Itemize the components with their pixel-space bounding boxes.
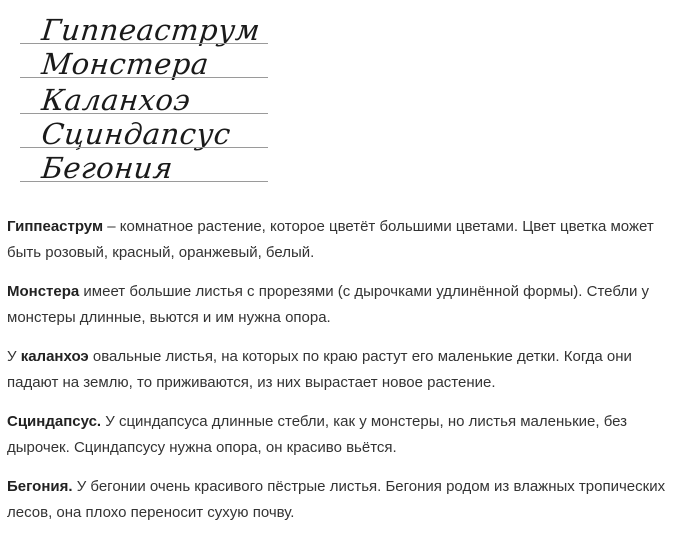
cursive-line-2 [18,44,268,81]
paragraph-kalanchoe [7,344,672,396]
paragraph-text: овальные листья, на которых по краю растут его маленькие детки. Когда они падают на землю, то приживаются, из них вырастает новое растение. [7,348,632,391]
paragraph-prefix: У [7,348,21,365]
cursive-word: Бегония [40,151,175,185]
cursive-word: Каланхоэ [40,83,193,117]
cursive-word: Монстера [40,47,211,81]
paragraph-scindapsus [7,409,672,461]
cursive-line-1 [18,10,268,47]
plant-name: Бегония. [7,478,73,495]
cursive-line-4 [18,114,268,151]
writing-rule [20,77,268,78]
paragraph-text: У бегонии очень красивого пёстрые листья. Бегония родом из влажных тропических лесов, она плохо переносит сухую почву. [7,478,666,521]
plant-name: Монстера [7,283,80,300]
cursive-handwriting-image [18,2,268,186]
paragraph-begonia [7,474,672,526]
plant-name: Гиппеаструм [7,218,104,235]
plant-name: Сциндапсус. [7,413,102,430]
writing-rule [20,181,268,182]
cursive-line-5 [18,148,268,185]
cursive-line-3 [18,80,268,117]
cursive-word: Сциндапсус [40,117,233,151]
paragraph-monstera [7,279,672,331]
paragraph-text: У сциндапсуса длинные стебли, как у монстеры, но листья маленькие, без дырочек. Сциндапсусу нужна опора, он красиво вьётся. [7,413,628,456]
cursive-word: Гиппеаструм [40,13,262,47]
plant-name: каланхоэ [20,348,89,365]
paragraph-text: имеет большие листья с прорезями (с дырочками удлинённой формы). Стебли у монстеры длинные, вьются и им нужна опора. [7,283,650,326]
paragraph-text: – комнатное растение, которое цветёт большими цветами. Цвет цветка может быть розовый, красный, оранжевый, белый. [7,218,654,261]
plant-descriptions [7,214,672,539]
paragraph-hippeastrum [7,214,672,266]
